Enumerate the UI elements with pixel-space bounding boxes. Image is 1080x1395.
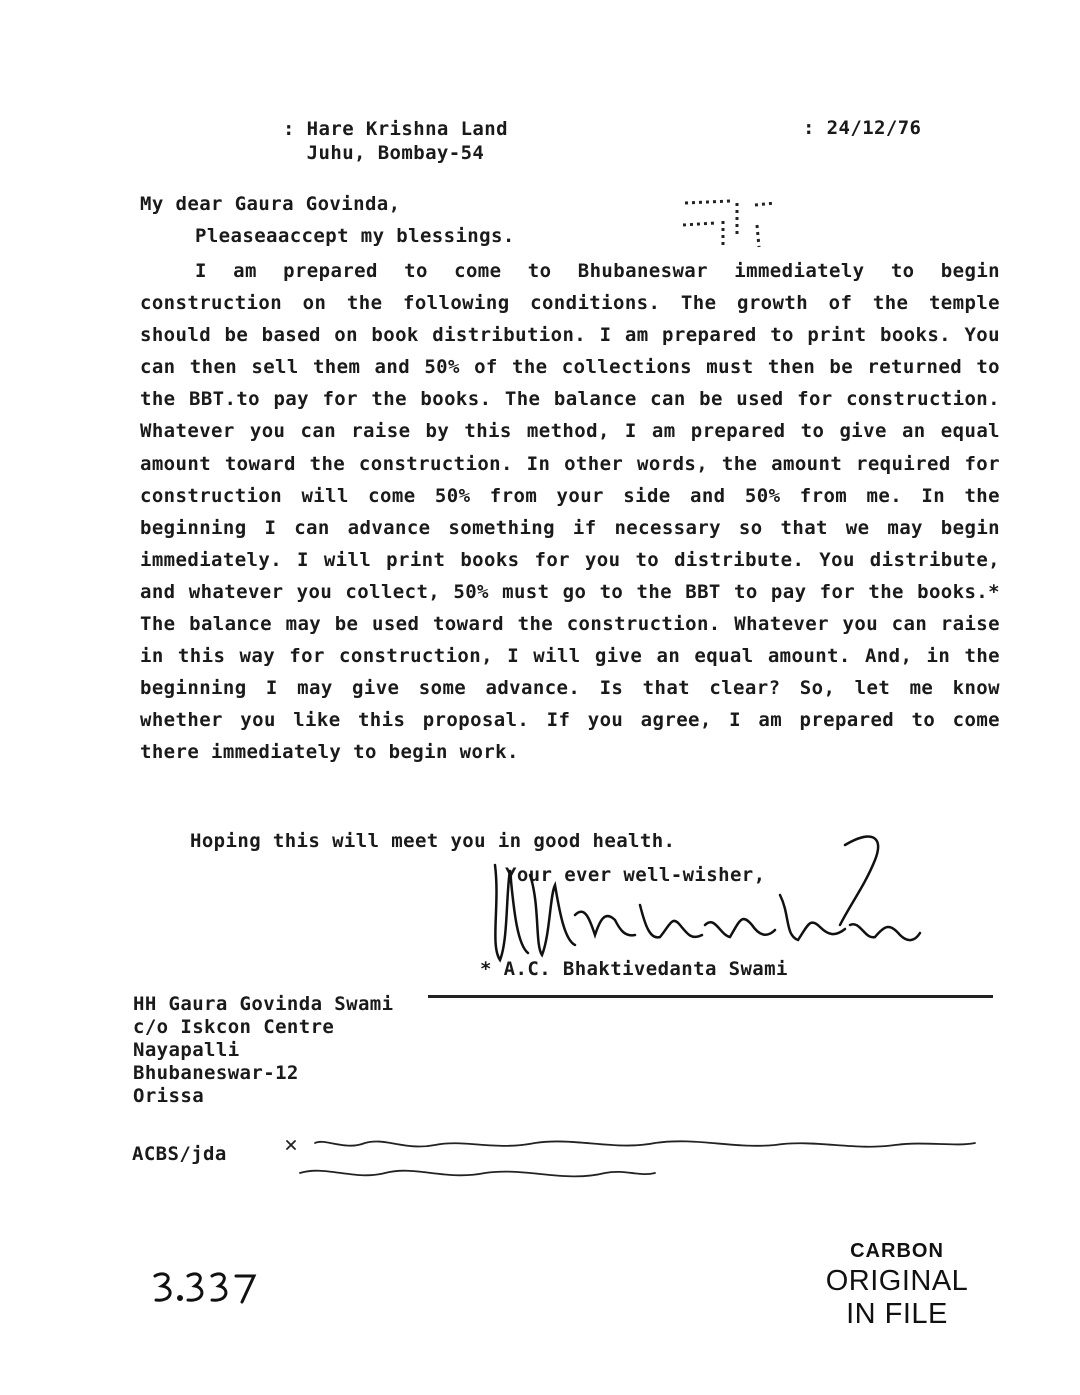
reference-initials: ACBS/jda [132,1143,227,1165]
valediction: Your ever well-wisher, [505,864,766,886]
recipient-line-4: Bhubaneswar-12 [133,1062,299,1084]
address-line-1: : Hare Krishna Land [283,118,508,140]
closing-line: Hoping this will meet you in good health. [190,830,676,852]
handwritten-note [285,1133,985,1193]
recipient-line-5: Orissa [133,1085,205,1107]
recipient-address [133,993,393,1108]
handwritten-archive-number [150,1268,260,1308]
scribble-marks [675,195,795,255]
blessings-line: Pleaseaaccept my blessings. [195,225,515,247]
recipient-line-3: Nayapalli [133,1039,240,1061]
letter-body [140,255,1000,769]
address-line-2: Juhu, Bombay-54 [283,142,485,164]
letter-date: : 24/12/76 [803,117,922,139]
stamp-line-1: CARBON [850,1240,944,1262]
typed-signature-name: * A.C. Bhaktivedanta Swami [480,958,788,980]
recipient-line-2: c/o Iskcon Centre [133,1016,335,1038]
stamp-line-3: IN FILE [846,1298,948,1330]
stamp-line-2: ORIGINAL [825,1265,969,1297]
body-paragraph: I am prepared to come to Bhubaneswar immediately to begin construction on the following conditions. The growth of the temple should be based on book distribution. I am prepared to print books. You can then sell them and 50% of the collections must then be returned to the BBT.to pay for the books. The balance can be used for construction. Whatever you can raise by this method, I am prepared to give an equal amount toward the construction. In other words, the amount required for construction will come 50% from your side and 50% from me. In the beginning I can advance something if necessary so that we may begin immediately. I will print books for you to distribute. You distribute, and whatever you collect, 50% must go to the BBT to pay for the books.* The balance may be used toward the construction. Whatever you can raise in this way for construction, I will give an equal amount. And, in the beginning I may give some advance. Is that clear? So, let me know whether you like this proposal. If you agree, I am prepared to come there immediately to begin work. [140,260,1000,764]
carbon-original-stamp [822,1240,972,1331]
salutation: My dear Gaura Govinda, [140,193,401,215]
divider-line [428,995,993,998]
recipient-line-1: HH Gaura Govinda Swami [133,993,394,1015]
sender-address [283,117,508,165]
